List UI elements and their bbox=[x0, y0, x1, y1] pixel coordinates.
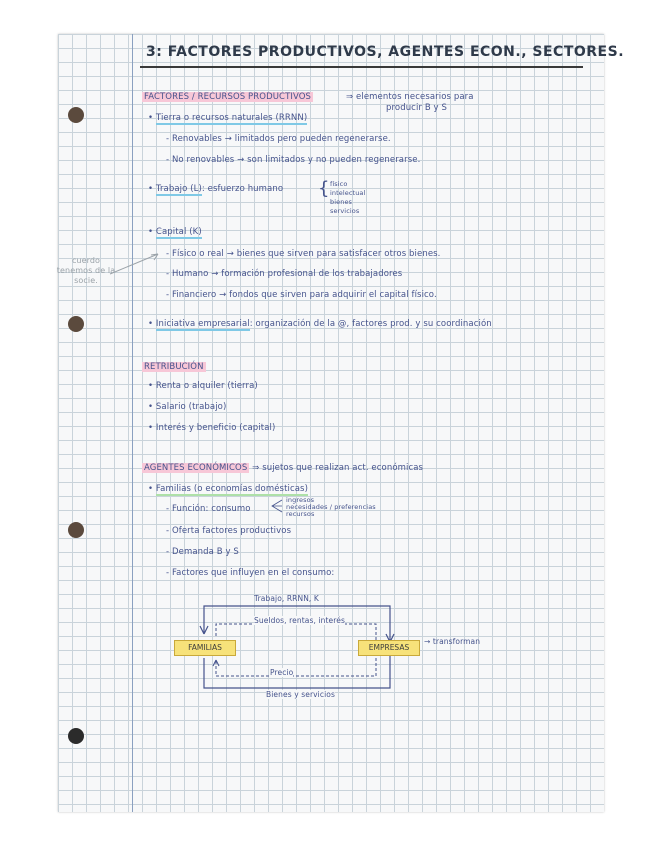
trabajo-type: servicios bbox=[330, 207, 360, 215]
diagram-bottom-label: Bienes y servicios bbox=[266, 690, 335, 699]
title-underline bbox=[140, 66, 583, 68]
retribucion-heading-text: RETRIBUCIÓN bbox=[144, 362, 204, 372]
familias-item: • Familias (o economías domésticas) bbox=[148, 484, 308, 494]
retribucion-item-text: Renta o alquiler (tierra) bbox=[155, 381, 258, 391]
funcion-detail: ingresos bbox=[286, 496, 315, 504]
factores-def-2: producir B y S bbox=[386, 103, 447, 113]
capital-humano: - Humano → formación profesional de los trabajadores bbox=[166, 269, 403, 279]
familias-box: FAMILIAS bbox=[174, 640, 236, 656]
trabajo-item: • Trabajo (L): esfuerzo humano bbox=[148, 184, 284, 194]
retribucion-item: • Interés y beneficio (capital) bbox=[148, 423, 276, 433]
familias-label: Familias (o economías domésticas) bbox=[155, 484, 308, 494]
trabajo-def: : esfuerzo humano bbox=[201, 184, 284, 194]
binder-hole bbox=[68, 522, 84, 538]
retribucion-heading bbox=[142, 362, 206, 372]
oferta-factores: - Oferta factores productivos bbox=[166, 526, 292, 536]
binder-hole bbox=[68, 316, 84, 332]
binder-hole bbox=[68, 728, 84, 744]
margin-note: cuerdo tenemos de la socie. bbox=[56, 256, 116, 285]
capital-item: • Capital (K) bbox=[148, 227, 202, 237]
funcion-detail: necesidades / preferencias bbox=[286, 503, 376, 511]
iniciativa-def: : organización de la @, factores prod. y su coordinación bbox=[249, 319, 492, 329]
agentes-heading bbox=[142, 463, 423, 473]
capital-financiero: - Financiero → fondos que sirven para adquirir el capital físico. bbox=[166, 290, 437, 300]
diagram-inner-bottom: Precio bbox=[270, 668, 294, 677]
tierra-renovables: - Renovables → limitados pero pueden regenerarse. bbox=[166, 134, 391, 144]
tierra-no-renovables: - No renovables → son limitados y no pueden regenerarse. bbox=[166, 155, 421, 165]
retribucion-item-text: Salario (trabajo) bbox=[155, 402, 227, 412]
retribucion-item: • Salario (trabajo) bbox=[148, 402, 227, 412]
trabajo-type: físico bbox=[330, 180, 348, 188]
funcion-detail: recursos bbox=[286, 510, 315, 518]
brace: { bbox=[318, 178, 330, 199]
tierra-label: Tierra o recursos naturales (RRNN) bbox=[155, 113, 308, 123]
factores-def-1: ⇒ elementos necesarios para bbox=[346, 92, 474, 102]
trabajo-type: bienes bbox=[330, 198, 353, 206]
demanda-bys: - Demanda B y S bbox=[166, 547, 239, 557]
capital-fisico: - Físico o real → bienes que sirven para satisfacer otros bienes. bbox=[166, 249, 441, 259]
factores-heading bbox=[142, 92, 313, 102]
page-title: 3: FACTORES PRODUCTIVOS, AGENTES ECON., SECTORES. bbox=[146, 44, 625, 60]
empresas-box: EMPRESAS bbox=[358, 640, 420, 656]
margin-note-arrow bbox=[108, 250, 168, 280]
diagram-top-label: Trabajo, RRNN, K bbox=[254, 594, 319, 603]
binder-hole bbox=[68, 107, 84, 123]
tierra-item: • Tierra o recursos naturales (RRNN) bbox=[148, 113, 308, 123]
trabajo-type: intelectual bbox=[330, 189, 366, 197]
agentes-def: ⇒ sujetos que realizan act. económicas bbox=[252, 463, 424, 473]
capital-label: Capital (K) bbox=[155, 227, 202, 237]
diagram-inner-top: Sueldos, rentas, interés bbox=[254, 616, 345, 625]
margin-line bbox=[132, 34, 133, 812]
empresas-note: → transforman bbox=[424, 637, 481, 646]
retribucion-item: • Renta o alquiler (tierra) bbox=[148, 381, 258, 391]
iniciativa-label: Iniciativa empresarial bbox=[155, 319, 250, 329]
retribucion-item-text: Interés y beneficio (capital) bbox=[155, 423, 276, 433]
funcion-consumo: - Función: consumo bbox=[166, 504, 251, 514]
factores-consumo: - Factores que influyen en el consumo: bbox=[166, 568, 335, 578]
trabajo-label: Trabajo (L) bbox=[155, 184, 202, 194]
agentes-heading-text: AGENTES ECONÓMICOS bbox=[144, 463, 248, 473]
iniciativa-item: • Iniciativa empresarial: organización de la @, factores prod. y su coordinación bbox=[148, 319, 492, 329]
consumo-arrows bbox=[270, 497, 284, 515]
factores-heading-text: FACTORES / RECURSOS PRODUCTIVOS bbox=[144, 92, 312, 102]
